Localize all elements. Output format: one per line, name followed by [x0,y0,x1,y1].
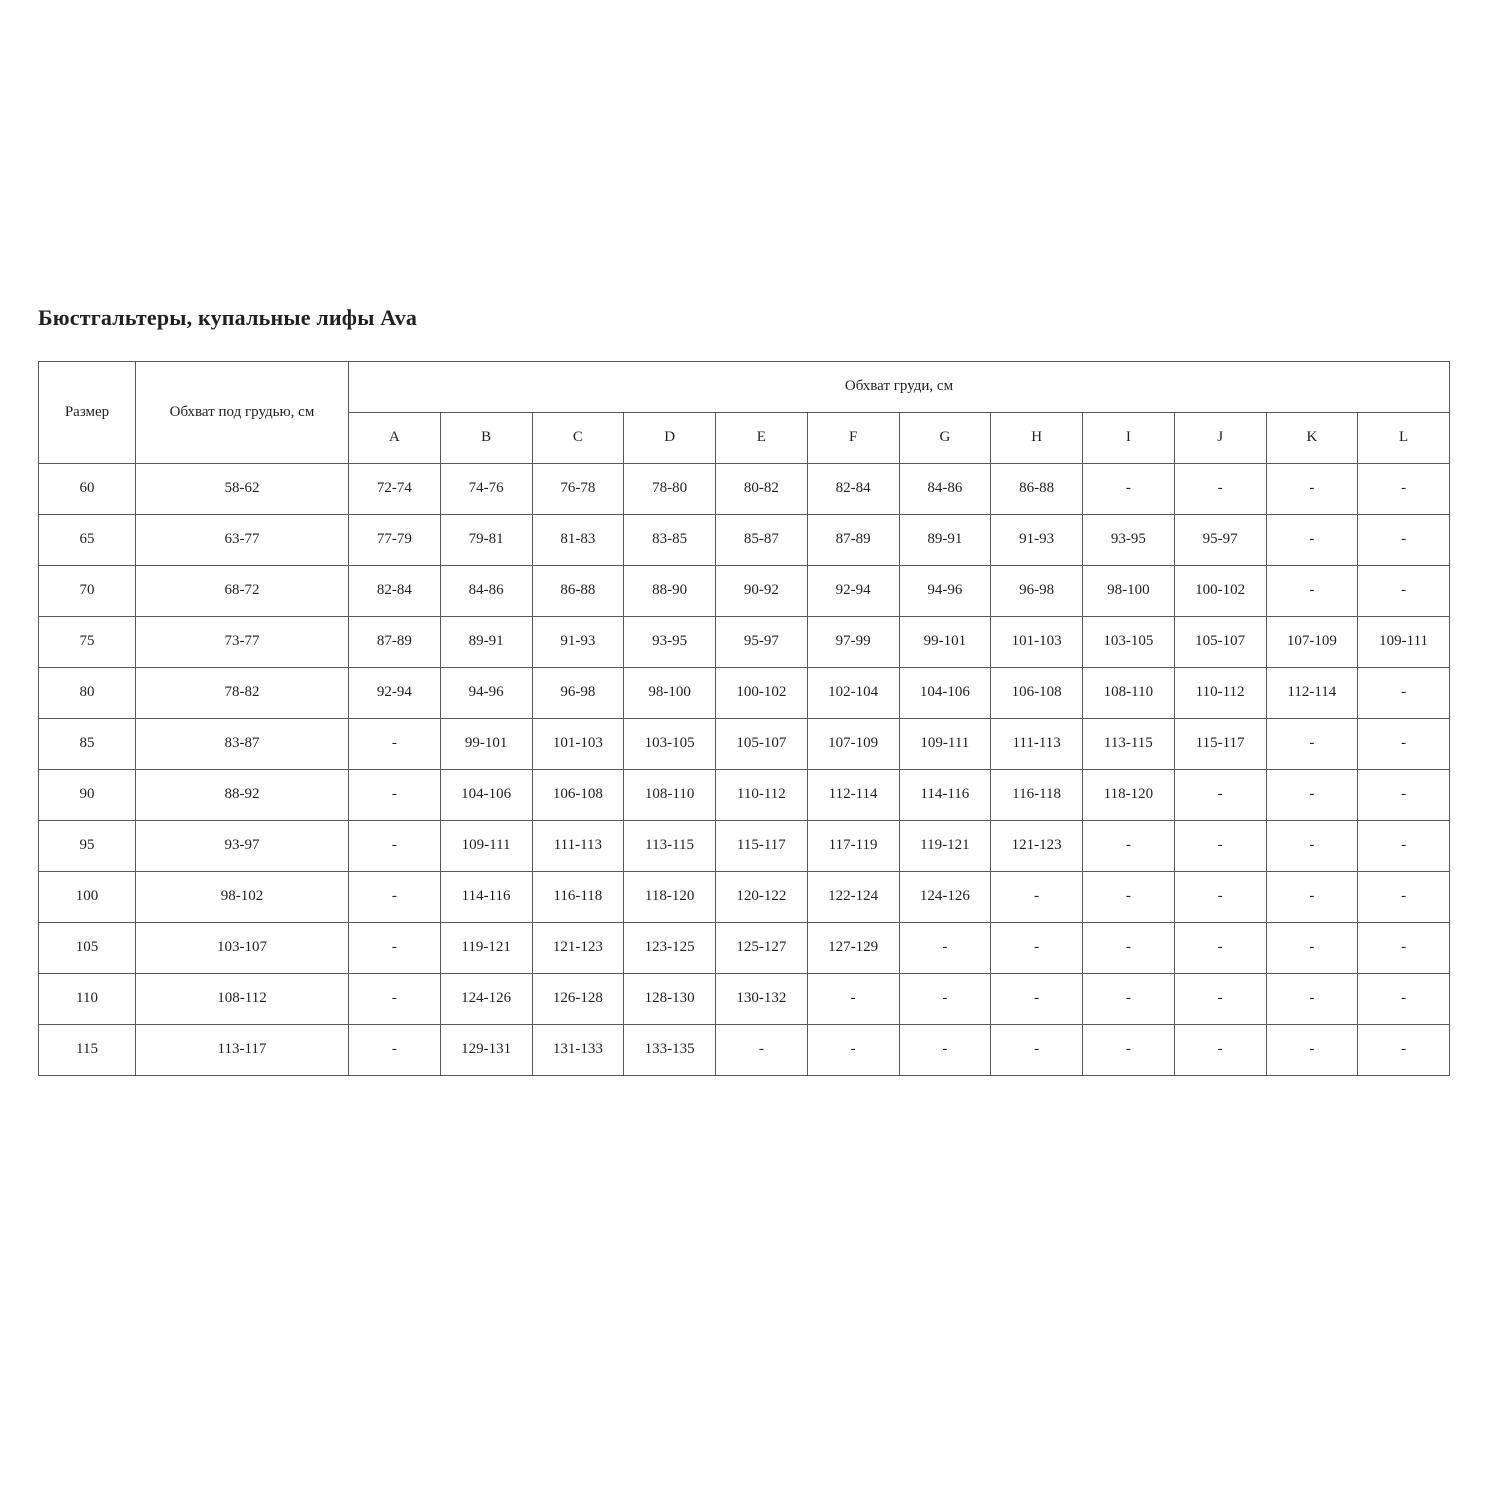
cell-cup-h: 101-103 [991,617,1083,668]
cell-cup-f: 127-129 [807,923,899,974]
cell-cup-h: 86-88 [991,464,1083,515]
cell-cup-h: - [991,923,1083,974]
cell-cup-c: 131-133 [532,1025,624,1076]
cell-size: 90 [39,770,136,821]
cell-cup-a: - [349,821,441,872]
cell-cup-k: - [1266,515,1358,566]
table-row [39,974,1450,1025]
cell-cup-h: - [991,1025,1083,1076]
cell-cup-c: 86-88 [532,566,624,617]
header-cup-b: B [440,413,532,464]
cell-cup-k: - [1266,974,1358,1025]
table-row [39,668,1450,719]
table-header-row-group [39,362,1450,413]
cell-cup-f: 117-119 [807,821,899,872]
cell-cup-h: - [991,974,1083,1025]
cell-cup-k: - [1266,464,1358,515]
cell-cup-b: 104-106 [440,770,532,821]
cell-cup-e: 105-107 [716,719,808,770]
table-row [39,1025,1450,1076]
table-row [39,464,1450,515]
cell-cup-i: 98-100 [1083,566,1175,617]
cell-cup-d: 123-125 [624,923,716,974]
cell-underbust: 78-82 [136,668,349,719]
cell-size: 115 [39,1025,136,1076]
header-size: Размер [39,362,136,464]
cell-cup-k: - [1266,923,1358,974]
cell-cup-g: 94-96 [899,566,991,617]
cell-cup-j: - [1174,974,1266,1025]
cell-cup-e: 125-127 [716,923,808,974]
cell-underbust: 83-87 [136,719,349,770]
cell-size: 100 [39,872,136,923]
cell-cup-i: - [1083,923,1175,974]
cell-cup-c: 111-113 [532,821,624,872]
cell-cup-g: 124-126 [899,872,991,923]
cell-cup-l: - [1358,464,1450,515]
cell-cup-h: - [991,872,1083,923]
cell-cup-h: 91-93 [991,515,1083,566]
header-cup-c: C [532,413,624,464]
cell-cup-j: - [1174,821,1266,872]
cell-cup-d: 128-130 [624,974,716,1025]
cell-cup-d: 88-90 [624,566,716,617]
cell-cup-i: 118-120 [1083,770,1175,821]
cell-cup-l: - [1358,719,1450,770]
cell-underbust: 113-117 [136,1025,349,1076]
cell-cup-g: 109-111 [899,719,991,770]
cell-cup-c: 101-103 [532,719,624,770]
cell-cup-g: 89-91 [899,515,991,566]
cell-cup-c: 121-123 [532,923,624,974]
cell-cup-a: 92-94 [349,668,441,719]
cell-cup-j: - [1174,770,1266,821]
cell-cup-l: - [1358,872,1450,923]
cell-size: 75 [39,617,136,668]
cell-size: 110 [39,974,136,1025]
cell-cup-j: 95-97 [1174,515,1266,566]
cell-cup-g: 99-101 [899,617,991,668]
cell-cup-e: - [716,1025,808,1076]
cell-cup-a: - [349,872,441,923]
cell-cup-g: - [899,923,991,974]
header-cup-f: F [807,413,899,464]
cell-cup-i: - [1083,974,1175,1025]
cell-cup-d: 113-115 [624,821,716,872]
header-cup-h: H [991,413,1083,464]
cell-cup-b: 74-76 [440,464,532,515]
cell-cup-d: 83-85 [624,515,716,566]
cell-cup-e: 100-102 [716,668,808,719]
cell-cup-b: 114-116 [440,872,532,923]
cell-cup-c: 116-118 [532,872,624,923]
cell-cup-i: - [1083,1025,1175,1076]
size-chart-table [38,361,1450,1076]
cell-cup-h: 121-123 [991,821,1083,872]
cell-cup-a: 82-84 [349,566,441,617]
cell-cup-j: 110-112 [1174,668,1266,719]
cell-cup-i: - [1083,821,1175,872]
table-row [39,872,1450,923]
cell-cup-k: 107-109 [1266,617,1358,668]
table-body [39,464,1450,1076]
cell-cup-b: 109-111 [440,821,532,872]
cell-cup-j: 115-117 [1174,719,1266,770]
cell-cup-j: 100-102 [1174,566,1266,617]
header-cup-k: K [1266,413,1358,464]
table-row [39,515,1450,566]
cell-cup-c: 76-78 [532,464,624,515]
cell-cup-k: - [1266,821,1358,872]
header-bust-group: Обхват груди, см [349,362,1450,413]
header-cup-l: L [1358,413,1450,464]
header-cup-d: D [624,413,716,464]
cell-cup-g: 84-86 [899,464,991,515]
cell-underbust: 93-97 [136,821,349,872]
cell-cup-f: 112-114 [807,770,899,821]
cell-cup-g: 104-106 [899,668,991,719]
cell-cup-j: - [1174,464,1266,515]
cell-cup-f: 97-99 [807,617,899,668]
cell-cup-l: - [1358,821,1450,872]
cell-cup-j: - [1174,1025,1266,1076]
cell-cup-j: - [1174,923,1266,974]
table-row [39,821,1450,872]
cell-cup-b: 119-121 [440,923,532,974]
table-row [39,719,1450,770]
cell-cup-f: - [807,1025,899,1076]
cell-cup-d: 118-120 [624,872,716,923]
cell-cup-a: - [349,1025,441,1076]
cell-cup-e: 85-87 [716,515,808,566]
cell-cup-l: - [1358,770,1450,821]
table-header [39,362,1450,464]
cell-size: 105 [39,923,136,974]
cell-underbust: 63-77 [136,515,349,566]
cell-cup-f: 87-89 [807,515,899,566]
cell-cup-d: 78-80 [624,464,716,515]
table-row [39,923,1450,974]
cell-cup-i: - [1083,464,1175,515]
cell-cup-a: 77-79 [349,515,441,566]
cell-cup-i: 113-115 [1083,719,1175,770]
header-cup-j: J [1174,413,1266,464]
cell-cup-e: 80-82 [716,464,808,515]
cell-cup-a: - [349,974,441,1025]
header-cup-e: E [716,413,808,464]
header-cup-a: A [349,413,441,464]
cell-size: 65 [39,515,136,566]
header-cup-g: G [899,413,991,464]
cell-underbust: 68-72 [136,566,349,617]
cell-cup-h: 111-113 [991,719,1083,770]
cell-cup-e: 115-117 [716,821,808,872]
cell-cup-b: 89-91 [440,617,532,668]
table-row [39,566,1450,617]
cell-cup-a: 72-74 [349,464,441,515]
cell-cup-l: - [1358,668,1450,719]
cell-underbust: 103-107 [136,923,349,974]
cell-cup-c: 106-108 [532,770,624,821]
cell-cup-e: 120-122 [716,872,808,923]
cell-cup-b: 124-126 [440,974,532,1025]
cell-cup-c: 126-128 [532,974,624,1025]
cell-cup-k: - [1266,566,1358,617]
cell-cup-b: 94-96 [440,668,532,719]
cell-cup-i: 108-110 [1083,668,1175,719]
cell-cup-d: 98-100 [624,668,716,719]
cell-cup-f: 122-124 [807,872,899,923]
cell-cup-h: 116-118 [991,770,1083,821]
cell-size: 70 [39,566,136,617]
table-row [39,617,1450,668]
cell-cup-l: - [1358,566,1450,617]
cell-cup-i: 93-95 [1083,515,1175,566]
cell-cup-a: - [349,770,441,821]
cell-cup-d: 103-105 [624,719,716,770]
cell-cup-b: 79-81 [440,515,532,566]
cell-cup-b: 129-131 [440,1025,532,1076]
cell-underbust: 88-92 [136,770,349,821]
cell-cup-f: 92-94 [807,566,899,617]
header-underbust: Обхват под грудью, см [136,362,349,464]
cell-cup-g: 119-121 [899,821,991,872]
cell-underbust: 73-77 [136,617,349,668]
cell-cup-l: 109-111 [1358,617,1450,668]
cell-cup-c: 81-83 [532,515,624,566]
cell-cup-a: 87-89 [349,617,441,668]
cell-size: 60 [39,464,136,515]
cell-cup-l: - [1358,923,1450,974]
cell-cup-i: 103-105 [1083,617,1175,668]
cell-cup-c: 91-93 [532,617,624,668]
table-row [39,770,1450,821]
cell-cup-b: 84-86 [440,566,532,617]
cell-cup-l: - [1358,1025,1450,1076]
header-cup-i: I [1083,413,1175,464]
cell-size: 80 [39,668,136,719]
cell-cup-h: 106-108 [991,668,1083,719]
cell-cup-k: - [1266,719,1358,770]
cell-cup-d: 93-95 [624,617,716,668]
cell-cup-d: 133-135 [624,1025,716,1076]
cell-underbust: 58-62 [136,464,349,515]
cell-cup-f: 107-109 [807,719,899,770]
cell-cup-f: - [807,974,899,1025]
cell-cup-k: - [1266,872,1358,923]
cell-underbust: 98-102 [136,872,349,923]
cell-cup-l: - [1358,974,1450,1025]
cell-cup-b: 99-101 [440,719,532,770]
cell-cup-e: 130-132 [716,974,808,1025]
cell-cup-g: - [899,1025,991,1076]
cell-size: 95 [39,821,136,872]
cell-cup-k: - [1266,1025,1358,1076]
cell-cup-h: 96-98 [991,566,1083,617]
cell-cup-a: - [349,923,441,974]
cell-cup-j: - [1174,872,1266,923]
cell-cup-k: - [1266,770,1358,821]
cell-cup-e: 110-112 [716,770,808,821]
cell-cup-a: - [349,719,441,770]
cell-cup-j: 105-107 [1174,617,1266,668]
page-title: Бюстгальтеры, купальные лифы Ava [38,305,418,330]
cell-cup-d: 108-110 [624,770,716,821]
cell-cup-f: 82-84 [807,464,899,515]
cell-underbust: 108-112 [136,974,349,1025]
cell-cup-i: - [1083,872,1175,923]
cell-cup-l: - [1358,515,1450,566]
cell-cup-k: 112-114 [1266,668,1358,719]
cell-cup-g: 114-116 [899,770,991,821]
cell-cup-f: 102-104 [807,668,899,719]
cell-size: 85 [39,719,136,770]
cell-cup-g: - [899,974,991,1025]
cell-cup-e: 90-92 [716,566,808,617]
cell-cup-e: 95-97 [716,617,808,668]
cell-cup-c: 96-98 [532,668,624,719]
